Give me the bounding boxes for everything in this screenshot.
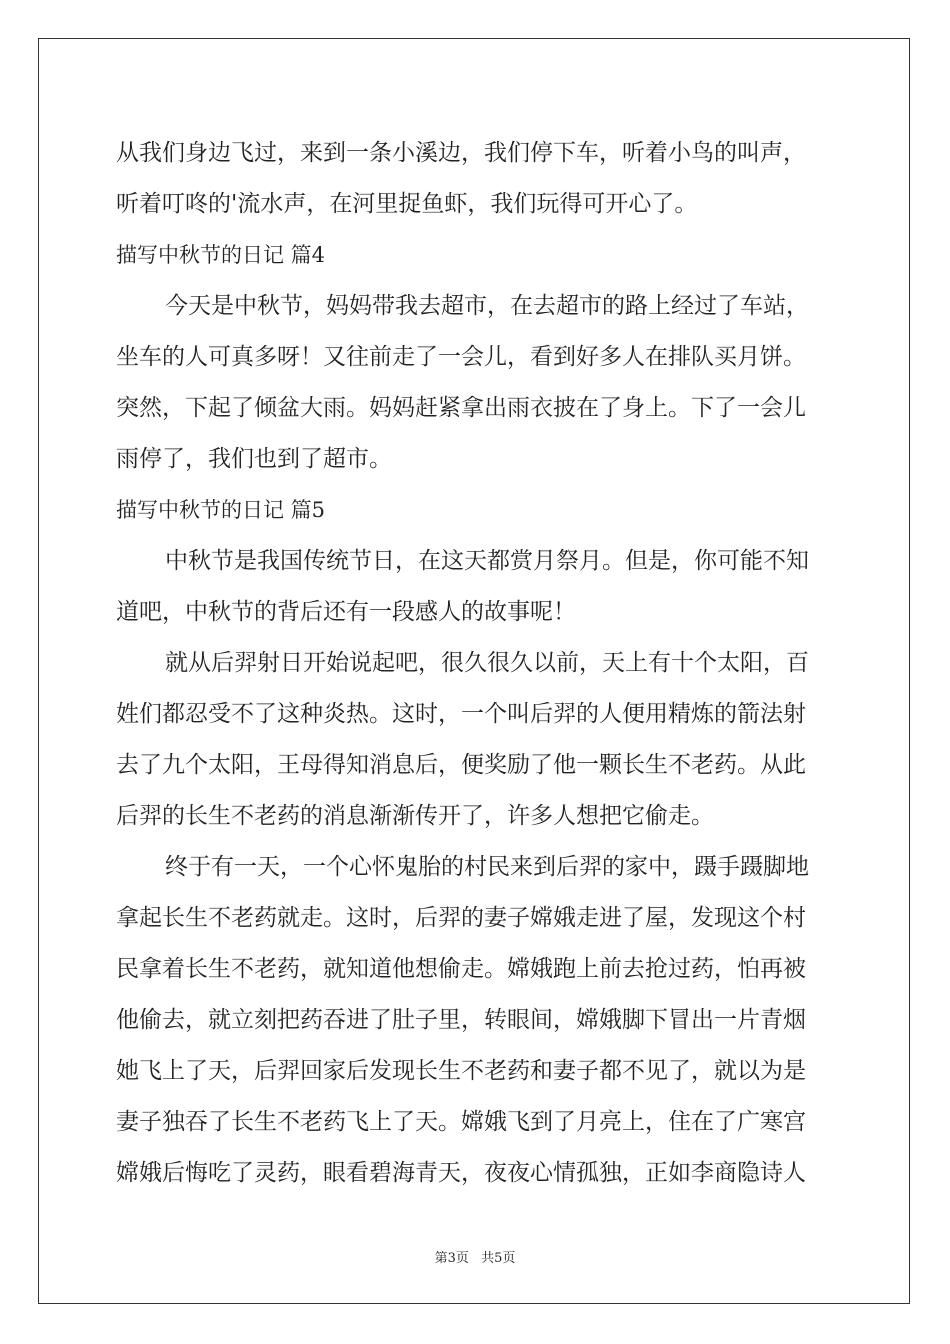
text-line: 嫦娥后悔吃了灵药，眼看碧海青天，夜夜心情孤独，正如李商隐诗人 (116, 1160, 806, 1186)
text-line: 从我们身边飞过，来到一条小溪边，我们停下车，听着小鸟的叫声， (116, 140, 806, 166)
page-total: 共5页 (481, 1251, 516, 1266)
text-line: 她飞上了天，后羿回家后发现长生不老药和妻子都不见了，就以为是 (116, 1058, 806, 1084)
text-line: 妻子独吞了长生不老药飞上了天。嫦娥飞到了月亮上，住在了广寒宫 (116, 1109, 806, 1135)
text-line: 后羿的长生不老药的消息渐渐传开了，许多人想把它偷走。 (116, 803, 714, 829)
page-footer (0, 1247, 950, 1266)
text-line: 听着叮咚的'流水声，在河里捉鱼虾，我们玩得可开心了。 (116, 191, 698, 217)
text-line: 姓们都忍受不了这种炎热。这时，一个叫后羿的人便用精炼的箭法射 (116, 701, 806, 727)
text-line: 拿起长生不老药就走。这时，后羿的妻子嫦娥走进了屋，发现这个村 (116, 905, 806, 931)
text-line: 坐车的人可真多呀！又往前走了一会儿，看到好多人在排队买月饼。 (116, 344, 806, 370)
text-line: 雨停了，我们也到了超市。 (116, 446, 392, 472)
section-heading: 描写中秋节的日记 篇4 (116, 243, 326, 267)
text-line: 他偷去，就立刻把药吞进了肚子里，转眼间，嫦娥脚下冒出一片青烟 (116, 1007, 806, 1033)
text-line: 终于有一天，一个心怀鬼胎的村民来到后羿的家中，蹑手蹑脚地 (165, 854, 809, 880)
text-line: 突然，下起了倾盆大雨。妈妈赶紧拿出雨衣披在了身上。下了一会儿 (116, 395, 806, 421)
text-line: 民拿着长生不老药，就知道他想偷走。嫦娥跑上前去抢过药，怕再被 (116, 956, 806, 982)
document-body (116, 128, 836, 1199)
text-line: 就从后羿射日开始说起吧，很久很久以前，天上有十个太阳，百 (165, 650, 809, 676)
text-line: 道吧，中秋节的背后还有一段感人的故事呢！ (116, 599, 576, 625)
page-number: 第3页 (434, 1251, 469, 1266)
section-heading: 描写中秋节的日记 篇5 (116, 498, 326, 522)
text-line: 今天是中秋节，妈妈带我去超市，在去超市的路上经过了车站， (165, 293, 809, 319)
text-line: 中秋节是我国传统节日，在这天都赏月祭月。但是，你可能不知 (165, 548, 809, 574)
text-line: 去了九个太阳，王母得知消息后，便奖励了他一颗长生不老药。从此 (116, 752, 806, 778)
